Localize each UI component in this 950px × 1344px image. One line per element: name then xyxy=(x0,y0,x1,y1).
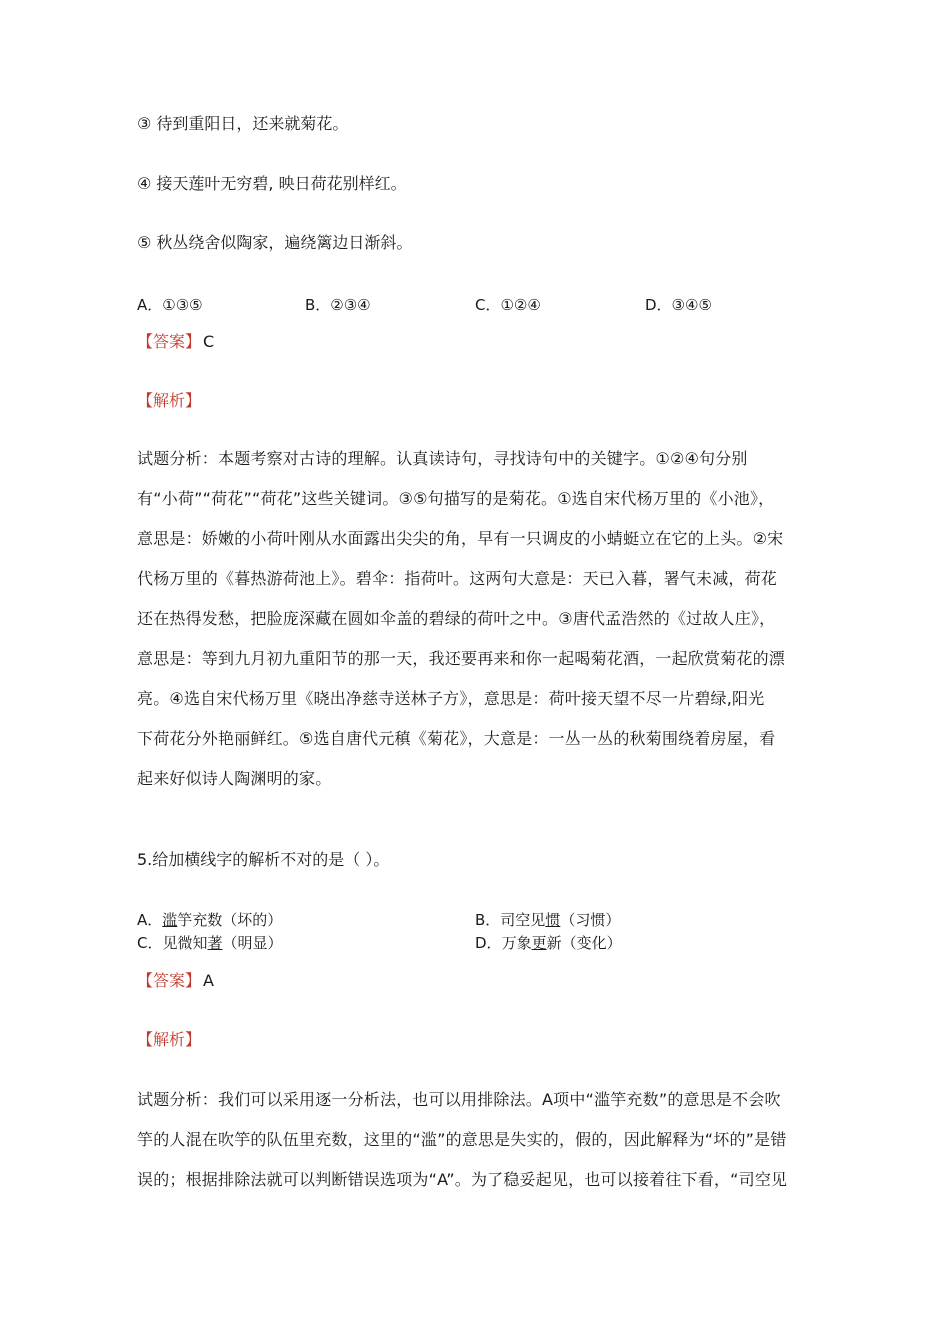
option-prefix: A． xyxy=(137,911,163,929)
q5-option-c xyxy=(137,933,283,953)
poem-line-3: ③ 待到重阳日，还来就菊花。 xyxy=(137,114,349,133)
option-text: 见微知 xyxy=(162,934,208,952)
option-prefix: C． xyxy=(137,934,163,952)
q4-analysis-line-4: 代杨万里的《暮热游荷池上》。碧伞：指荷叶。这两句大意是：天已入暮，署气未减，荷花 xyxy=(137,569,778,588)
underlined-char: 著 xyxy=(207,934,223,952)
q5-analysis-line-3: 误的；根据排除法就可以判断错误选项为“A”。为了稳妥起见，也可以接着往下看，“司空见 xyxy=(137,1170,788,1189)
q4-option-c: C．①②④ xyxy=(475,296,541,314)
q4-analysis-line-2: 有“小荷”“荷花”“荷花”这些关键词。③⑤句描写的是菊花。①选自宋代杨万里的《小池》， xyxy=(137,489,775,508)
q4-analysis-line-3: 意思是：娇嫩的小荷叶刚从水面露出尖尖的角，早有一只调皮的小蜻蜓立在它的上头。②宋 xyxy=(137,529,784,548)
option-text: 竽充数（坏的） xyxy=(177,911,283,929)
q4-analysis-line-9: 起来好似诗人陶渊明的家。 xyxy=(137,769,332,788)
option-text: （明显） xyxy=(222,934,283,952)
q5-analysis-line-2: 竽的人混在吹竽的队伍里充数，这里的“滥”的意思是失实的，假的，因此解释为“坏的”是错 xyxy=(137,1130,787,1149)
q4-analysis-line-8: 下荷花分外艳丽鲜红。⑤选自唐代元稹《菊花》，大意是：一丛一丛的秋菊围绕着房屋，看 xyxy=(137,729,776,748)
q5-analysis-line-1: 试题分析：我们可以采用逐一分析法，也可以用排除法。A项中“滥竽充数”的意思是不会吹 xyxy=(137,1090,781,1109)
q5-answer xyxy=(137,971,214,991)
option-text: 司空见 xyxy=(500,911,546,929)
q5-analysis-tag: 【解析】 xyxy=(137,1030,202,1049)
poem-line-4: ④ 接天莲叶无穷碧, 映日荷花别样红。 xyxy=(137,174,407,193)
q5-option-d xyxy=(475,933,622,953)
q4-option-b: B．②③④ xyxy=(305,296,371,314)
q4-answer xyxy=(137,332,214,352)
q4-analysis-line-7: 亮。④选自宋代杨万里《晓出净慈寺送林子方》，意思是：荷叶接天望不尽一片碧绿,阳光 xyxy=(137,689,765,708)
option-text: 新（变化） xyxy=(546,934,622,952)
underlined-char: 惯 xyxy=(545,911,561,929)
answer-tag: 【答案】 xyxy=(137,971,202,990)
q5-option-a xyxy=(137,910,282,930)
answer-value: A xyxy=(203,971,214,990)
poem-line-5: ⑤ 秋丛绕舍似陶家，遍绕篱边日渐斜。 xyxy=(137,233,413,252)
answer-tag: 【答案】 xyxy=(137,332,202,351)
answer-value: C xyxy=(203,332,215,351)
q4-analysis-line-6: 意思是：等到九月初九重阳节的那一天，我还要再来和你一起喝菊花酒，一起欣赏菊花的漂 xyxy=(137,649,786,668)
q4-analysis-text xyxy=(137,439,817,799)
option-text: 万象 xyxy=(501,934,532,952)
q5-title: 5.给加横线字的解析不对的是（ ）。 xyxy=(137,850,390,869)
q4-option-d: D．③④⑤ xyxy=(645,296,712,314)
option-text: （习惯） xyxy=(560,911,621,929)
option-prefix: D． xyxy=(475,934,502,952)
option-prefix: B． xyxy=(475,911,501,929)
underlined-char: 滥 xyxy=(162,911,178,929)
q4-option-a: A．①③⑤ xyxy=(137,296,203,314)
q4-analysis-line-1: 试题分析：本题考察对古诗的理解。认真读诗句，寻找诗句中的关键字。①②④句分别 xyxy=(137,449,748,468)
underlined-char: 更 xyxy=(531,934,547,952)
q4-analysis-line-5: 还在热得发愁，把脸庞深藏在圆如伞盖的碧绿的荷叶之中。③唐代孟浩然的《过故人庄》， xyxy=(137,609,776,628)
q5-option-b xyxy=(475,910,620,930)
q4-analysis-tag: 【解析】 xyxy=(137,391,202,410)
q5-analysis-text xyxy=(137,1080,817,1200)
